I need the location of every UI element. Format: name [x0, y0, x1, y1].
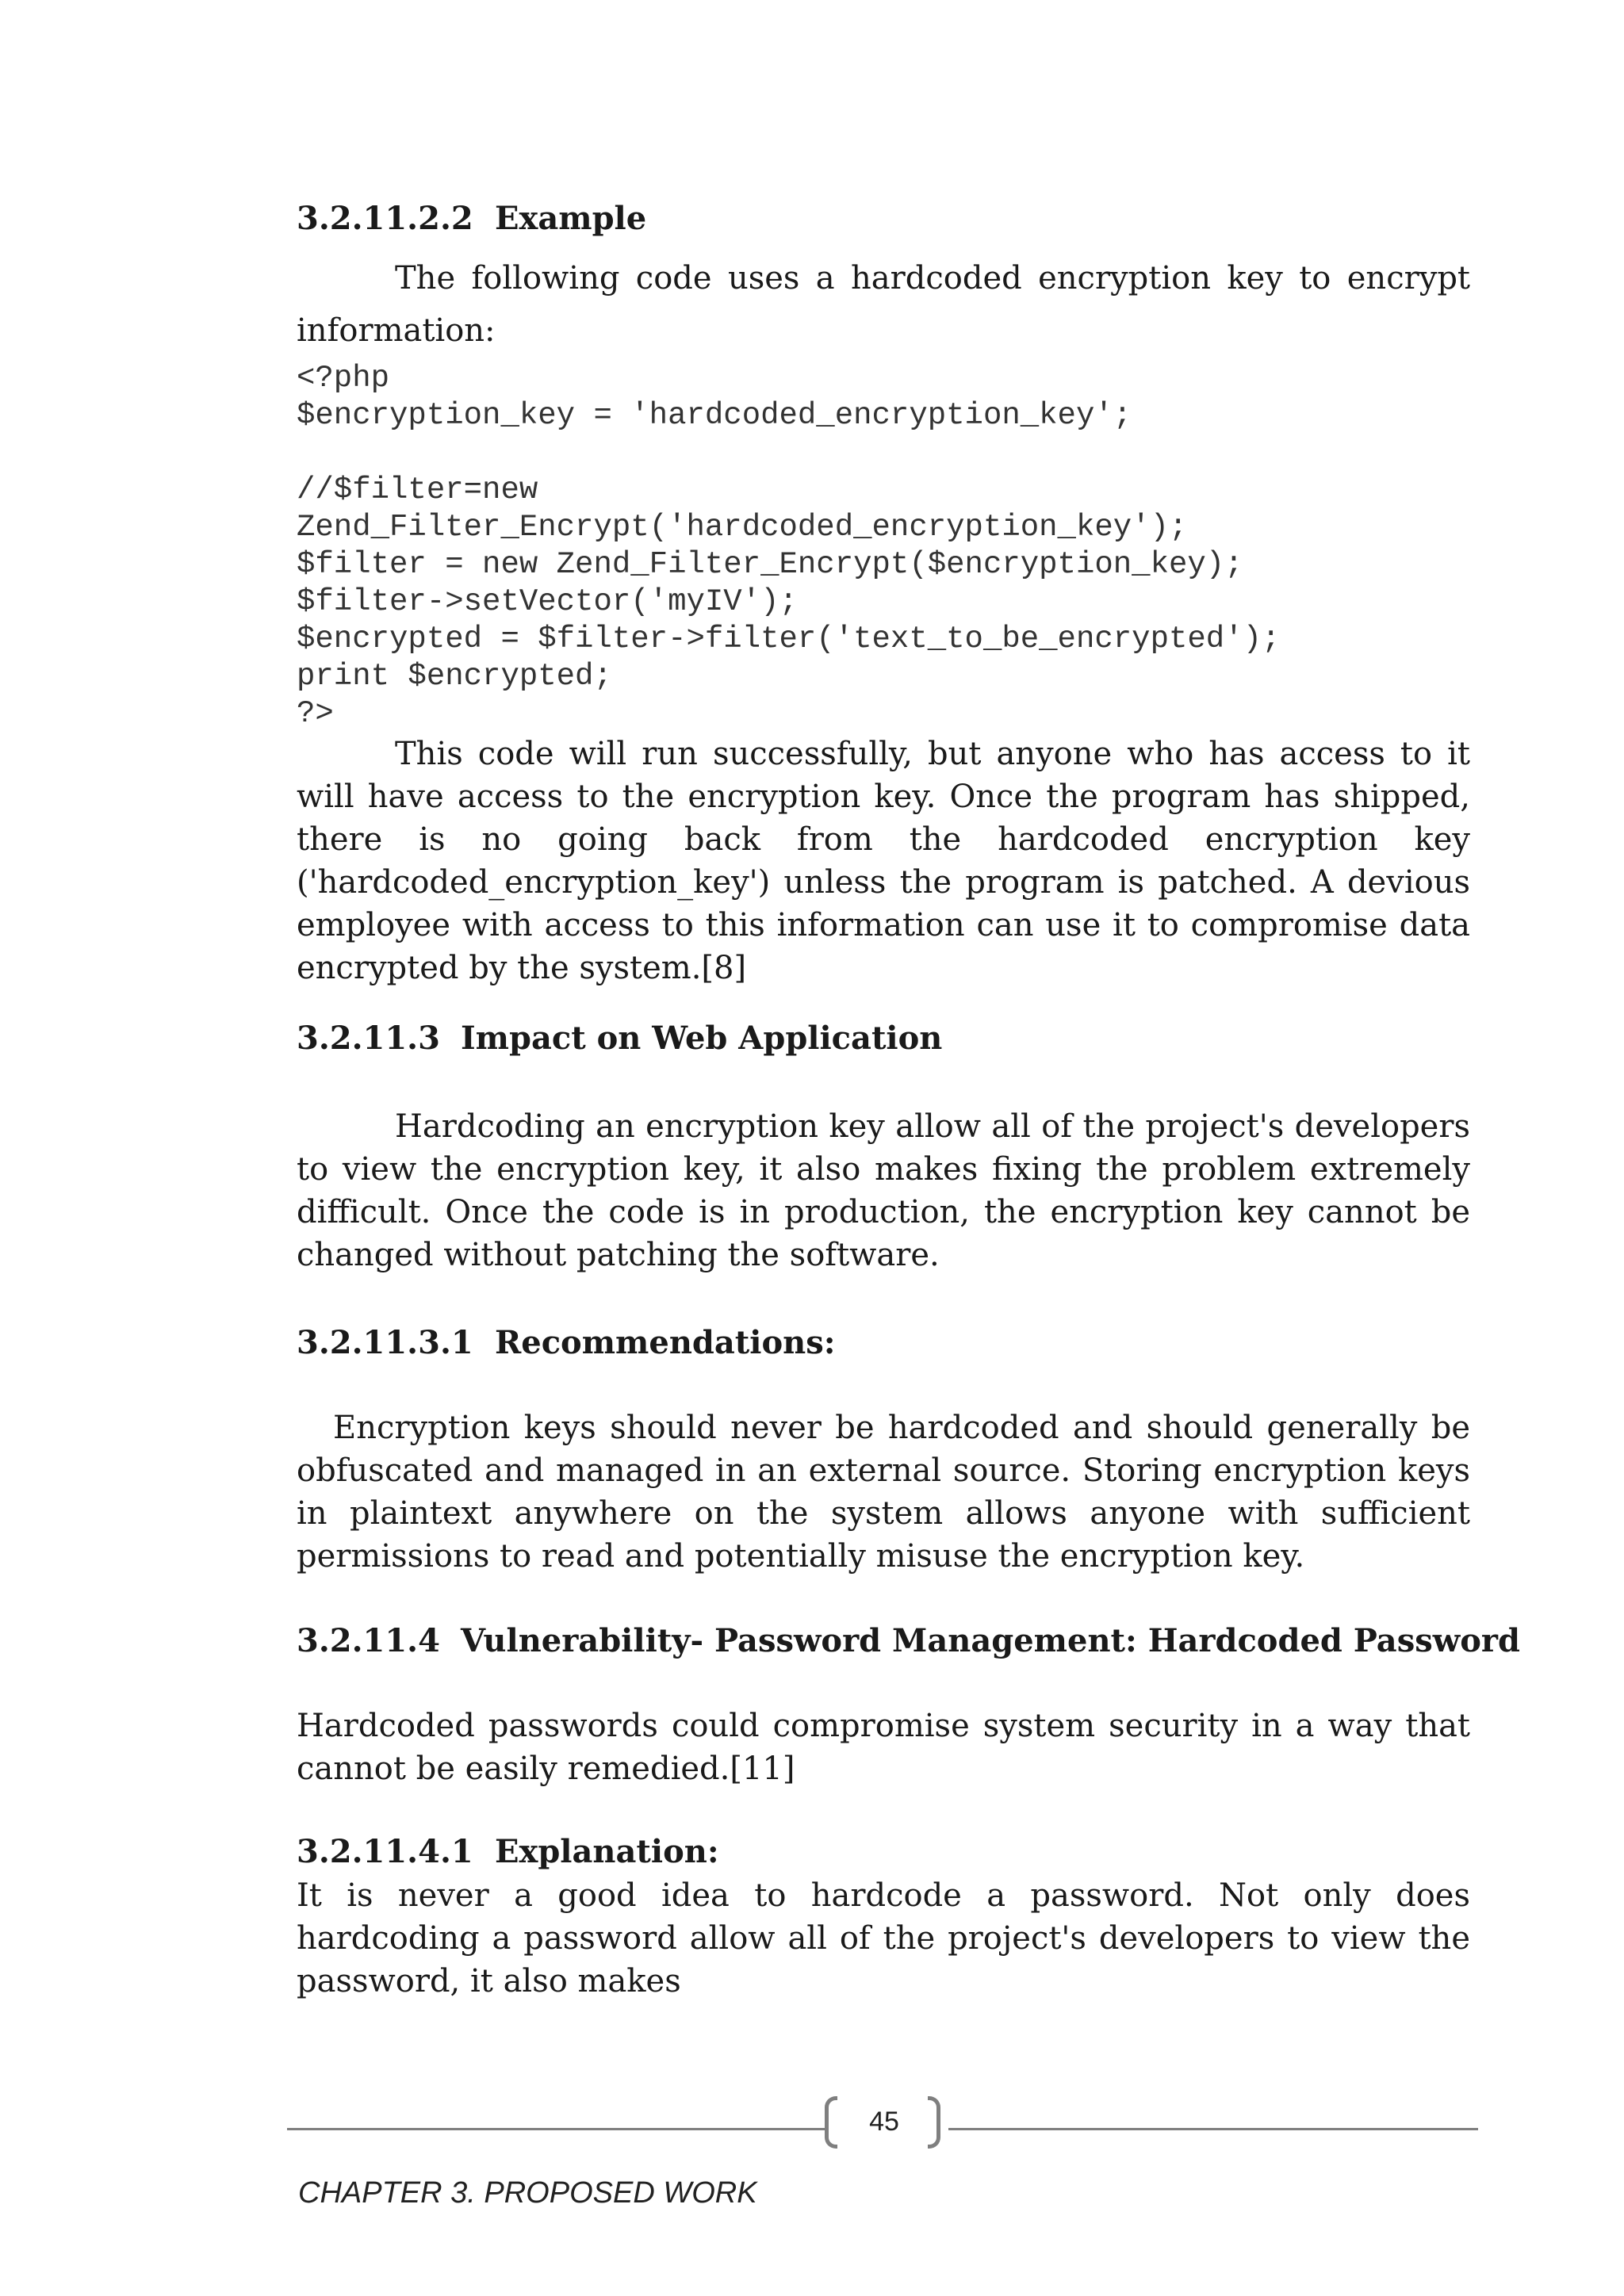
section-heading-explanation: [297, 1830, 1470, 1874]
vulnerability-paragraph: Hardcoded passwords could compromise system security in a way that cannot be easily remedied.[11]: [297, 1708, 1470, 1787]
section-number: 3.2.11.3: [297, 1020, 440, 1057]
section-heading-impact: [297, 1016, 1470, 1061]
impact-paragraph: Hardcoding an encryption key allow all of the project's developers to view the encryption key, it also makes fixing the problem extremely difficult. Once the code is in production, the encryption key cannot be changed without patching the software.: [297, 1108, 1470, 1273]
example-explanation-paragraph: This code will run successfully, but anyone who has access to it will have access to the encryption key. Once the program has shipped, there is no going back from the hardcoded encryption key ('hardcoded_encryption_key') unless the program is patched. A devious employee with access to this information can use it to compromise data encrypted by the system.[8]: [297, 736, 1470, 986]
explanation-paragraph: It is never a good idea to hardcode a password. Not only does hardcoding a password allow all of the project's developers to view the password, it also makes: [297, 1877, 1470, 1999]
section-title: Example: [495, 200, 647, 237]
page-content: [297, 190, 1520, 2003]
section-number: 3.2.11.4: [297, 1622, 440, 1659]
section-title: Vulnerability- Password Management: Hardcoded Password: [460, 1622, 1520, 1659]
page-number: 45: [869, 2107, 899, 2137]
chapter-footer: CHAPTER 3. PROPOSED WORK: [298, 2176, 757, 2210]
section-number: 3.2.11.4.1: [297, 1833, 473, 1870]
page-number-bracket-left: [825, 2096, 837, 2149]
footer-rule-right: [948, 2128, 1478, 2130]
section-title: Explanation:: [495, 1833, 719, 1870]
section-title: Recommendations:: [495, 1324, 836, 1361]
section-number: 3.2.11.2.2: [297, 200, 473, 237]
recommendations-paragraph: Encryption keys should never be hardcoded and should generally be obfuscated and managed in an external source. Storing encryption keys in plaintext anywhere on the system allows anyone with sufficient permissions to read and potentially misuse the encryption key.: [297, 1410, 1470, 1575]
section-number: 3.2.11.3.1: [297, 1324, 473, 1361]
example-intro-paragraph: The following code uses a hardcoded encryption key to encrypt information:: [297, 260, 1470, 349]
section-heading-vulnerability: [297, 1619, 1520, 1663]
section-heading-example: [297, 197, 1470, 241]
section-heading-recommendations: [297, 1321, 1470, 1365]
section-title: Impact on Web Application: [460, 1020, 943, 1057]
page-number-bracket-right: [928, 2096, 940, 2149]
php-code-block: <?php $encryption_key = 'hardcoded_encryption_key'; //$filter=new Zend_Filter_Encrypt('hardcoded_encryption_key'); $filter = new Zend_Filter_Encrypt($encryption_key); $filter->setVector('myIV'); $encrypted = $filter->filter('text_to_be_encrypted'); print $encrypted; ?>: [297, 361, 1281, 731]
footer-rule-left: [287, 2128, 829, 2130]
